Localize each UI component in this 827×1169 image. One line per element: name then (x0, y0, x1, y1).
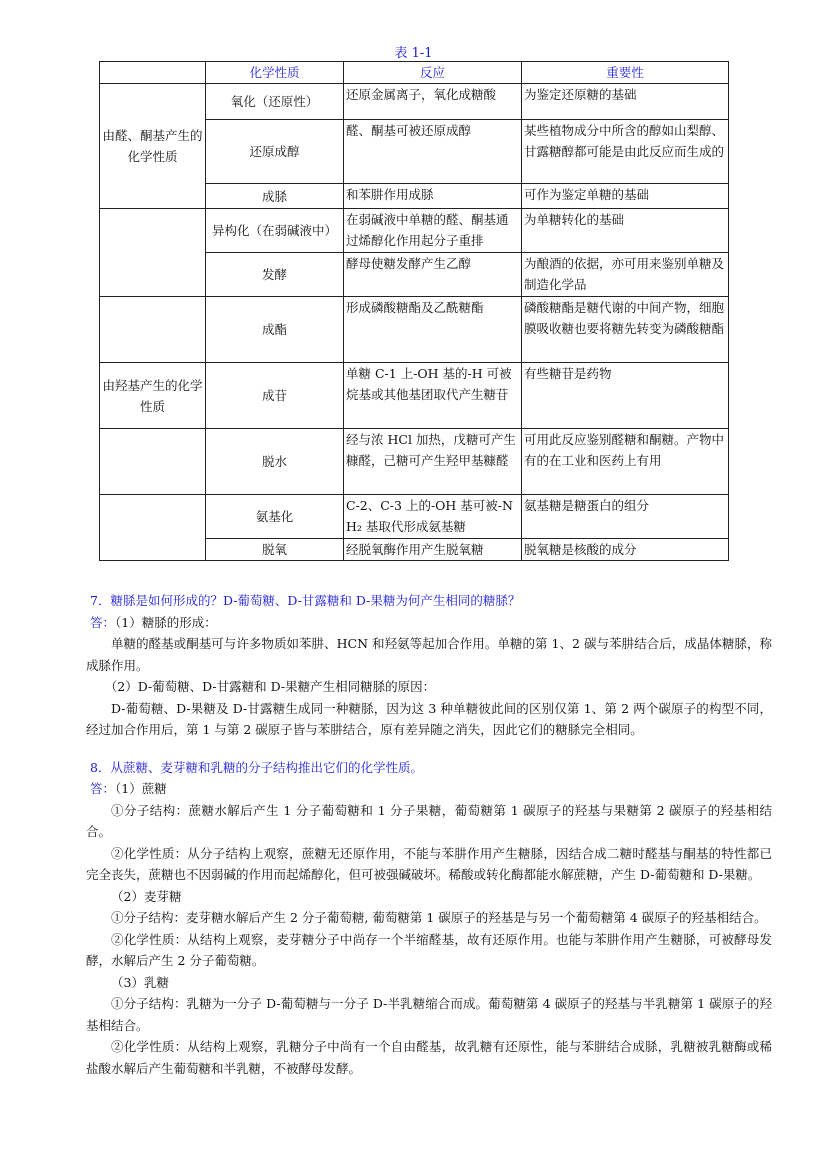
cell-property: 氨基化 (206, 495, 344, 539)
cell-reaction: 醛、酮基可被还原成醇 (344, 120, 522, 184)
cell-importance: 可用此反应鉴别醛糖和酮糖。产物中有的在工业和医药上有用 (522, 429, 729, 495)
cell-property: 还原成醇 (206, 120, 344, 184)
q8-s2-structure: ①分子结构：麦芽糖水解后产生 2 分子葡萄糖, 葡萄糖第 1 碳原子的羟基是与另一个葡萄糖第 4 碳原子的羟基相结合。 (111, 910, 767, 925)
cell-reaction: 在弱碱液中单糖的醛、酮基通过烯醇化作用起分子重排 (344, 209, 522, 253)
table-row (100, 209, 729, 253)
cell-property: 发酵 (206, 253, 344, 297)
q7-answer-head (86, 612, 772, 634)
answer-label: 答： (90, 781, 116, 796)
cell-importance: 脱氧糖是核酸的成分 (522, 539, 729, 561)
cell-reaction: 还原金属离子，氧化成糖酸 (344, 84, 522, 120)
q8-s3-head: （3）乳糖 (111, 974, 169, 990)
header-property: 化学性质 (206, 62, 344, 84)
table-row (100, 495, 729, 539)
q8-s2-property: ②化学性质：从结构上观察，麦芽糖分子中尚存一个半缩醛基，故有还原作用。也能与苯肼作用产生糖脎，可被酵母发酵，水解后产生 2 分子葡萄糖。 (86, 931, 772, 968)
table-caption: 表 1-1 (394, 46, 433, 61)
cell-importance: 可作为鉴定单糖的基础 (522, 184, 729, 209)
cell-importance: 磷酸糖酯是糖代谢的中间产物，细胞膜吸收糖也要将糖先转变为磷酸糖酯 (522, 297, 729, 363)
q8-s1-property: ②化学性质：从分子结构上观察，蔗糖无还原作用，不能与苯肼作用产生糖脎，因结合成二糖时醛基与酮基的特性都已完全丧失，蔗糖也不因弱碱的作用而起烯醇化，但可被强碱破坏。稀酸或转化酶都能水解蔗糖，产生 D-葡萄糖和 D-果糖。 (86, 845, 772, 882)
cell-importance: 为酿酒的依据，亦可用来鉴别单糖及制造化学品 (522, 253, 729, 297)
cell-property: 氧化（还原性） (206, 84, 344, 120)
cell-reaction: 和苯肼作用成脎 (344, 184, 522, 209)
q7-part1-head: （1）糖脎的形成： (115, 614, 217, 630)
table-row (100, 297, 729, 363)
table-row (100, 84, 729, 120)
cell-property: 异构化（在弱碱液中） (206, 209, 344, 253)
table-header-row (100, 62, 729, 84)
cell-reaction: C-2、C-3 上的-OH 基可被-NH₂ 基取代形成氨基糖 (344, 495, 522, 539)
cell-importance: 有些糖苷是药物 (522, 363, 729, 429)
cell-reaction: 经脱氧酶作用产生脱氧糖 (344, 539, 522, 561)
group-label: 由醛、酮基产生的化学性质 (100, 84, 206, 209)
q7-part1-body: 单糖的醛基或酮基可与许多物质如苯肼、HCN 和羟氨等起加合作用。单糖的第 1、2 碳与苯肼结合后，成晶体糖脎，称成脎作用。 (86, 636, 772, 673)
q8-s1-head: （1）蔗糖 (115, 781, 167, 796)
table-row (100, 429, 729, 495)
cell-property: 成酯 (206, 297, 344, 363)
blank-cell (100, 429, 206, 495)
q8-answer-head (86, 778, 772, 800)
chemical-properties-table (99, 61, 729, 561)
q8-s1-structure: ①分子结构：蔗糖水解后产生 1 分子葡萄糖和 1 分子果糖，葡萄糖第 1 碳原子的羟基与果糖第 2 碳原子的羟基相结合。 (86, 802, 772, 839)
cell-reaction: 单糖 C-1 上-OH 基的-H 可被烷基或其他基团取代产生糖苷 (344, 363, 522, 429)
q7-part2-body: D-葡萄糖、D-果糖及 D-甘露糖生成同一种糖脎，因为这 3 种单糖彼此间的区别仅第 1、第 2 两个碳原子的构型不同，经过加合作用后，第 1 与第 2 碳原子皆与苯肼结合，原有差异随之消失，因此它们的糖脎完全相同。 (86, 700, 772, 737)
q8-s2-head: （2）麦芽糖 (111, 888, 182, 904)
cell-importance: 为单糖转化的基础 (522, 209, 729, 253)
cell-property: 成脎 (206, 184, 344, 209)
cell-reaction: 酵母使糖发酵产生乙醇 (344, 253, 522, 297)
header-importance: 重要性 (522, 62, 729, 84)
cell-property: 脱水 (206, 429, 344, 495)
q7-part2-head: （2）D-葡萄糖、D-甘露糖和 D-果糖产生相同糖脎的原因： (104, 679, 436, 694)
cell-property: 脱氧 (206, 539, 344, 561)
cell-importance: 氨基糖是糖蛋白的组分 (522, 495, 729, 539)
blank-cell (100, 495, 206, 561)
cell-property: 成苷 (206, 363, 344, 429)
question-7: 7．糖脎是如何形成的？D-葡萄糖、D-甘露糖和 D-果糖为何产生相同的糖脎？ (90, 593, 521, 608)
answer-label: 答： (90, 614, 116, 630)
cell-reaction: 经与浓 HCl 加热，戊糖可产生糠醛，己糖可产生羟甲基糠醛 (344, 429, 522, 495)
group-label: 由羟基产生的化学性质 (100, 363, 206, 429)
question-8: 8．从蔗糖、麦芽糖和乳糖的分子结构推出它们的化学性质。 (90, 759, 423, 775)
answer-text (86, 590, 772, 1079)
cell-reaction: 形成磷酸糖酯及乙酰糖酯 (344, 297, 522, 363)
q8-s3-property: ②化学性质：从结构上观察，乳糖分子中尚有一个自由醛基，故乳糖有还原性，能与苯肼结合成脎，乳糖被乳糖酶或稀盐酸水解后产生葡萄糖和半乳糖，不被酵母发酵。 (86, 1039, 772, 1076)
cell-importance: 某些植物成分中所含的醇如山梨醇、甘露糖醇都可能是由此反应而生成的 (522, 120, 729, 184)
table-row (100, 363, 729, 429)
header-reaction: 反应 (344, 62, 522, 84)
q8-s3-structure: ①分子结构：乳糖为一分子 D-葡萄糖与一分子 D-半乳糖缩合而成。葡萄糖第 4 碳原子的羟基与半乳糖第 1 碳原子的羟基相结合。 (86, 996, 772, 1033)
blank-cell (100, 209, 206, 297)
cell-importance: 为鉴定还原糖的基础 (522, 84, 729, 120)
blank-cell (100, 297, 206, 363)
header-blank (100, 62, 206, 84)
